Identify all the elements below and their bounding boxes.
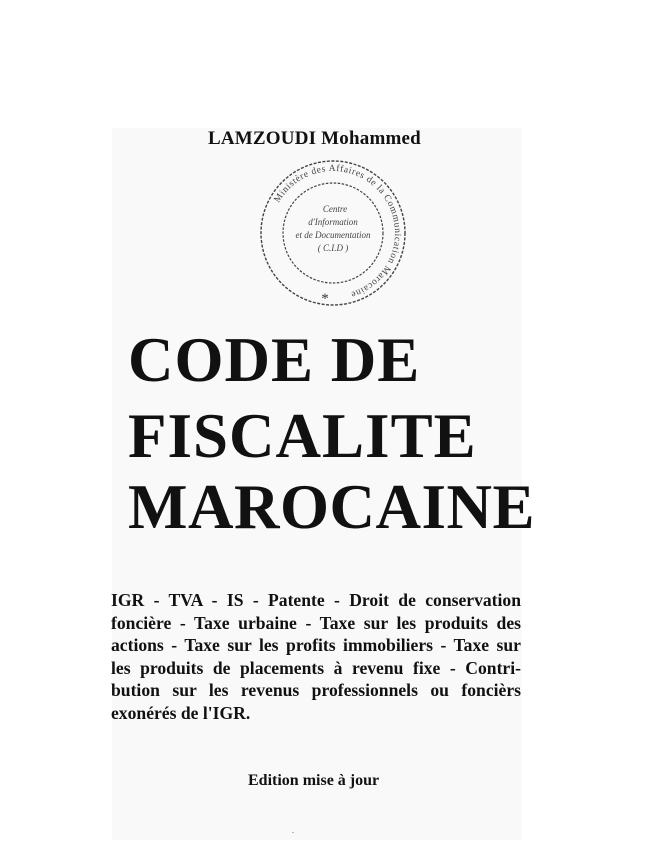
subtitle-line-1: IGR - TVA - IS - Patente - Droit de conservation: [111, 590, 521, 610]
scan-speck: [292, 832, 294, 833]
subtitle-line-2: foncière - Taxe urbaine - Taxe sur les produits des: [111, 612, 521, 633]
library-stamp: [253, 158, 413, 308]
edition-label: Edition mise à jour: [248, 772, 380, 789]
stamp-star-icon: *: [321, 291, 329, 307]
title-line-1: CODE DE: [128, 325, 421, 395]
stamp-inner-line-2: d'Information: [308, 217, 358, 227]
title-line-3: MAROCAINE: [128, 472, 535, 542]
title-line-2: FISCALITE: [128, 401, 477, 471]
stamp-inner-line-3: et de Documentation: [295, 230, 371, 240]
subtitle-line-4: les produits de placements à revenu fixe - Contri-: [111, 657, 521, 678]
subtitle-line-5: bution sur les revenus professionnels ou foncièrs: [111, 680, 521, 700]
stamp-inner-line-4: ( C.I.D ): [317, 243, 349, 253]
stamp-outer-text: Ministère des Affaires de la Communication Marocaine: [272, 163, 403, 300]
subtitle-line-3: actions - Taxe sur les profits immobiliers - Taxe sur: [111, 635, 521, 655]
author-name: LAMZOUDI Mohammed: [208, 128, 421, 149]
stamp-inner-line-1: Centre: [322, 204, 348, 214]
subtitle-line-6: exonérés de l'IGR.: [111, 702, 251, 723]
subtitle-block: [111, 589, 521, 724]
